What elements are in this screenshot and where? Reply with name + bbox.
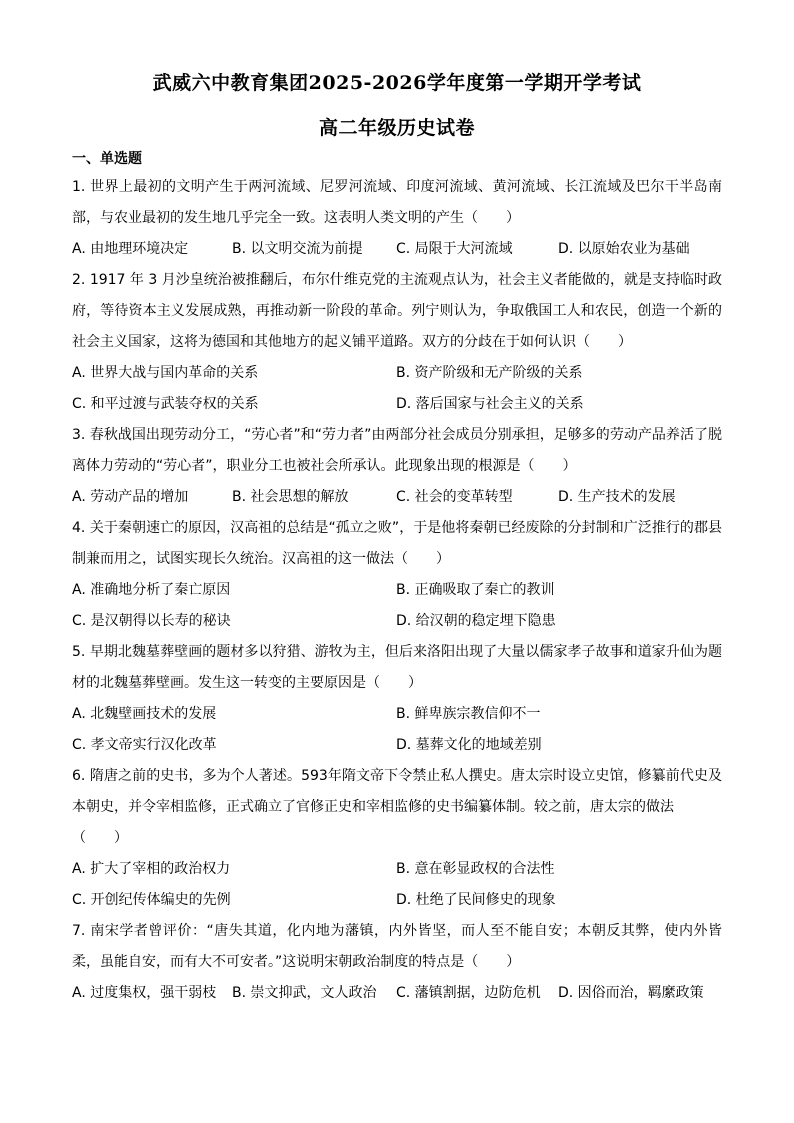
question-5-options-row2	[72, 730, 722, 761]
option-a[interactable]: A. 北魏壁画技术的发展	[72, 706, 217, 722]
question-1-stem: 1. 世界上最初的文明产生于两河流域、尼罗河流域、印度河流域、黄河流域、长江流域及巴尔干半岛南部，与农业最初的发生地几乎完全一致。这表明人类文明的产生（ ）	[72, 179, 722, 226]
option-b[interactable]: B. 社会思想的解放	[232, 489, 349, 505]
question-2-options	[72, 358, 722, 389]
question-7-stem: 7. 南宋学者曾评价：“唐失其道，化内地为藩镇，内外皆坚，而人至不能自安；本朝反其弊，使内外皆柔，虽能自安，而有大不可安者。”这说明宋朝政治制度的特点是（ ）	[72, 923, 722, 970]
option-a[interactable]: A. 世界大战与国内革命的关系	[72, 365, 259, 381]
option-b[interactable]: B. 崇文抑武，文人政治	[232, 985, 377, 1001]
option-a[interactable]: A. 由地理环境决定	[72, 241, 189, 257]
section-heading: 一、单选题	[72, 151, 142, 167]
question-1-options	[72, 234, 722, 265]
option-c[interactable]: C. 孝文帝实行汉化改革	[72, 737, 217, 753]
option-d[interactable]: D. 因俗而治，羁縻政策	[558, 985, 704, 1001]
exam-subtitle: 高二年级历史试卷	[318, 117, 475, 139]
option-b[interactable]: B. 以文明交流为前提	[232, 241, 363, 257]
option-d[interactable]: D. 落后国家与社会主义的关系	[396, 396, 584, 412]
option-c[interactable]: C. 开创纪传体编史的先例	[72, 892, 231, 908]
option-a[interactable]: A. 准确地分析了秦亡原因	[72, 582, 231, 598]
question-2-stem: 2. 1917 年 3 月沙皇统治被推翻后，布尔什维克党的主流观点认为，社会主义者能做的，就是支持临时政府，等待资本主义发展成熟，再推动新一阶段的革命。列宁则认为，争取俄国工人和农民，创造一个新的社会主义国家，这将为德国和其他地方的起义铺平道路。双方的分歧在于如何认识（ ）	[72, 272, 722, 350]
question-5-stem: 5. 早期北魏墓葬壁画的题材多以狩猎、游牧为主，但后来洛阳出现了大量以儒家孝子故事和道家升仙为题材的北魏墓葬壁画。发生这一转变的主要原因是（ ）	[72, 644, 722, 691]
question-2-options-row2	[72, 389, 722, 420]
option-c[interactable]: C. 社会的变革转型	[396, 489, 513, 505]
option-b[interactable]: B. 资产阶级和无产阶级的关系	[396, 365, 583, 381]
option-d[interactable]: D. 给汉朝的稳定埋下隐患	[396, 613, 556, 629]
option-c[interactable]: C. 和平过渡与武装夺权的关系	[72, 396, 259, 412]
option-a[interactable]: A. 过度集权，强干弱枝	[72, 985, 217, 1001]
question-6-stem: 6. 隋唐之前的史书，多为个人著述。593年隋文帝下令禁止私人撰史。唐太宗时设立史馆，修纂前代史及本朝史，并令宰相监修，正式确立了官修正史和宰相监修的史书编纂体制。较之前，唐太宗的做法	[72, 768, 722, 815]
option-c[interactable]: C. 是汉朝得以长寿的秘诀	[72, 613, 231, 629]
option-a[interactable]: A. 劳动产品的增加	[72, 489, 189, 505]
option-c[interactable]: C. 藩镇割据，边防危机	[396, 985, 541, 1001]
question-7-options	[72, 978, 722, 1009]
question-6-options-row2	[72, 885, 722, 916]
exam-title: 武威六中教育集团2025-2026学年度第一学期开学考试	[152, 72, 642, 94]
question-4-options	[72, 575, 722, 606]
option-d[interactable]: D. 生产技术的发展	[558, 489, 676, 505]
option-b[interactable]: B. 鲜卑族宗教信仰不一	[396, 706, 541, 722]
option-c[interactable]: C. 局限于大河流域	[396, 241, 513, 257]
question-4-options-row2	[72, 606, 722, 637]
question-3-stem: 3. 春秋战国出现劳动分工，“劳心者”和“劳力者”由两部分社会成员分别承担，足够多的劳动产品养活了脱离体力劳动的“劳心者”，职业分工也被社会所承认。此现象出现的根源是（ ）	[72, 427, 722, 474]
option-b[interactable]: B. 意在彰显政权的合法性	[396, 861, 555, 877]
question-6-options	[72, 854, 722, 885]
option-d[interactable]: D. 杜绝了民间修史的现象	[396, 892, 556, 908]
question-3-options	[72, 482, 722, 513]
question-6-answer-blank: （ ）	[72, 830, 128, 846]
question-5-options	[72, 699, 722, 730]
option-d[interactable]: D. 墓葬文化的地域差别	[396, 737, 542, 753]
question-4-stem: 4. 关于秦朝速亡的原因，汉高祖的总结是“孤立之败”，于是他将秦朝已经废除的分封制和广泛推行的郡县制兼而用之，试图实现长久统治。汉高祖的这一做法（ ）	[72, 520, 722, 567]
option-a[interactable]: A. 扩大了宰相的政治权力	[72, 861, 231, 877]
option-d[interactable]: D. 以原始农业为基础	[558, 241, 690, 257]
option-b[interactable]: B. 正确吸取了秦亡的教训	[396, 582, 555, 598]
